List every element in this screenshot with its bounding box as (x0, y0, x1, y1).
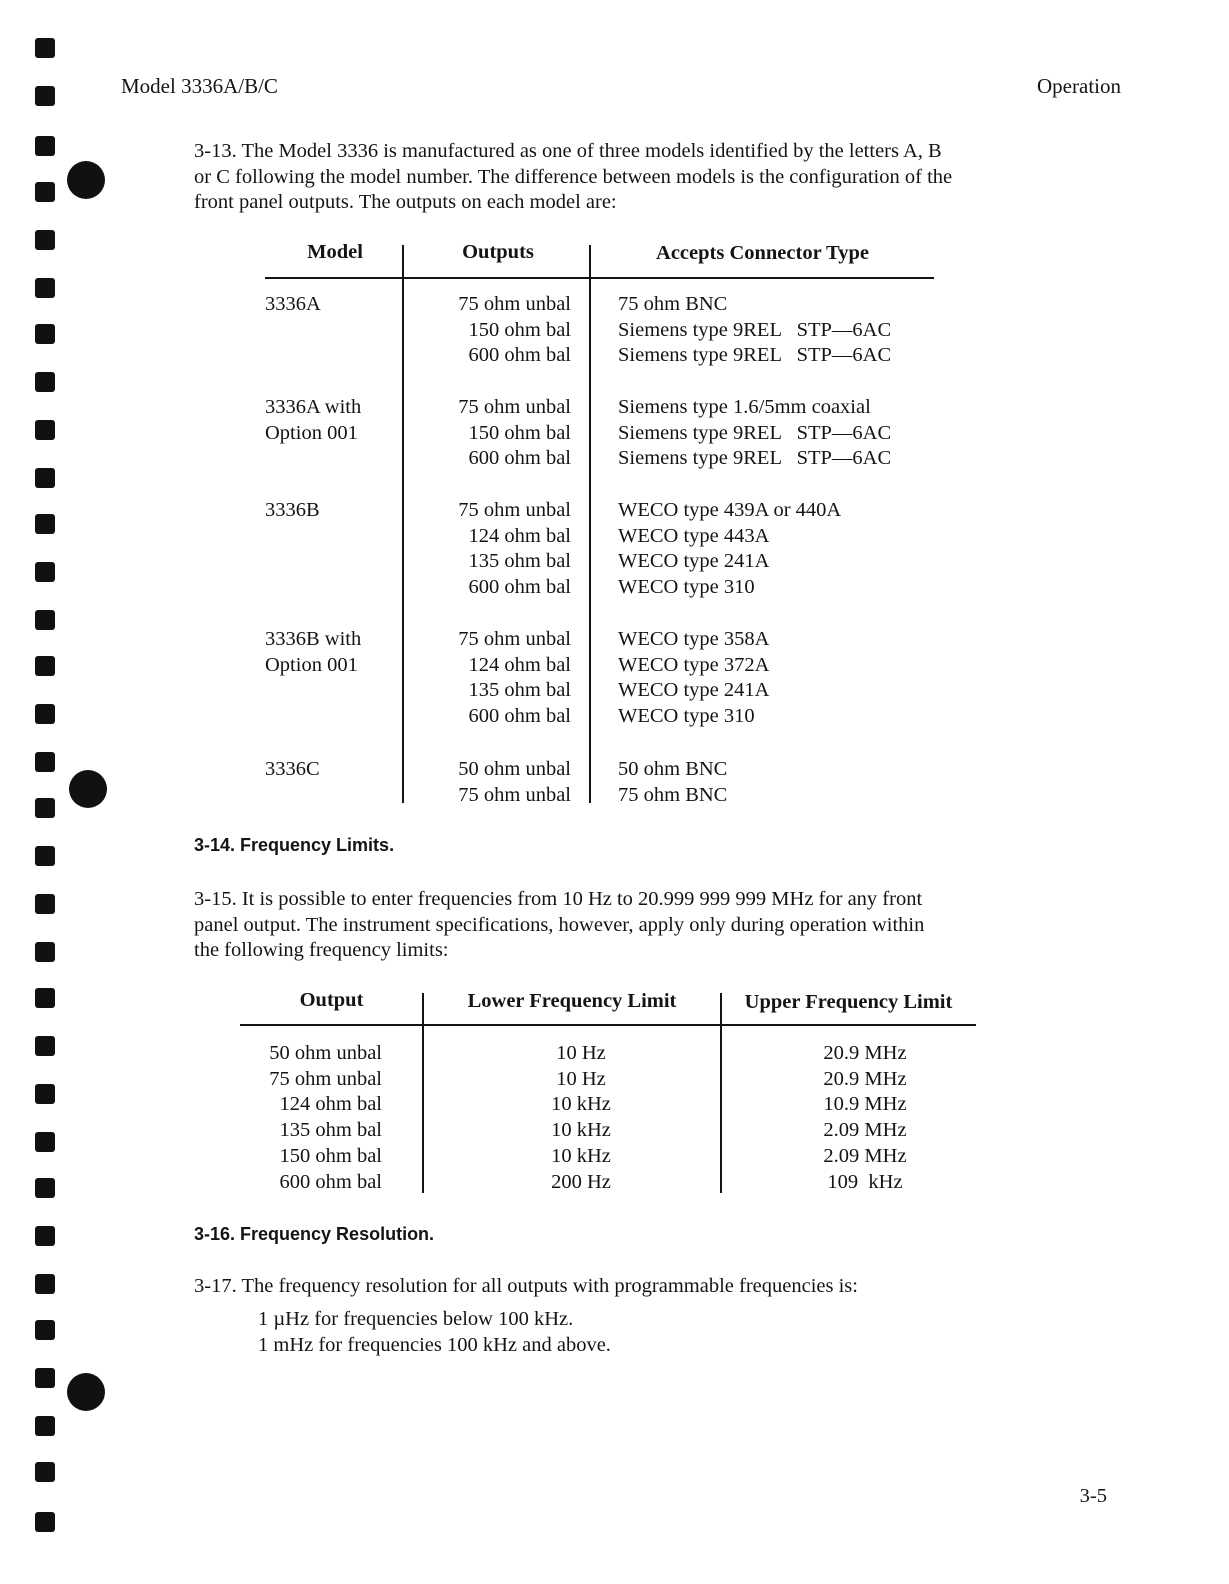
model-cell: 3336A (265, 293, 321, 315)
punch-mark (35, 1274, 55, 1294)
outputs-cell: 75 ohm unbal 150 ohm bal 600 ohm bal (458, 293, 571, 367)
punch-mark (35, 1178, 55, 1198)
punch-mark (35, 798, 55, 818)
table-rule (240, 1024, 976, 1026)
table-divider (422, 993, 424, 1193)
lower-limit-cell: 10 Hz 10 Hz 10 kHz 10 kHz 10 kHz 200 Hz (551, 1042, 611, 1193)
punch-mark (35, 1320, 55, 1340)
table-divider (589, 245, 591, 803)
punch-mark (35, 1416, 55, 1436)
outputs-cell: 50 ohm unbal 75 ohm unbal (458, 758, 571, 806)
paragraph-3-15: 3-15. It is possible to enter frequencies from 10 Hz to 20.999 999 999 MHz for any front panel output. The instrument specifications, however, apply only during operation within the following frequency limits: (194, 888, 925, 961)
heading-frequency-limits: 3-14. Frequency Limits. (194, 835, 395, 855)
model-cell: 3336B with Option 001 (265, 628, 362, 676)
punch-mark (35, 942, 55, 962)
punch-mark (35, 562, 55, 582)
binder-hole (67, 161, 105, 199)
connectors-cell: WECO type 439A or 440A WECO type 443A WECO type 241A WECO type 310 (618, 499, 842, 599)
punch-mark (35, 1368, 55, 1388)
punch-mark (35, 1084, 55, 1104)
punch-mark (35, 86, 55, 106)
punch-mark (35, 894, 55, 914)
table-divider (720, 993, 722, 1193)
binder-hole (67, 1373, 105, 1411)
punch-mark (35, 372, 55, 392)
connectors-cell: WECO type 358A WECO type 372A WECO type 241A WECO type 310 (618, 628, 770, 728)
punch-mark (35, 230, 55, 250)
punch-mark (35, 752, 55, 772)
punch-mark (35, 324, 55, 344)
col-header-connector: Accepts Connector Type (656, 242, 869, 264)
outputs-cell: 75 ohm unbal 150 ohm bal 600 ohm bal (458, 396, 571, 470)
punch-mark (35, 1036, 55, 1056)
punch-mark (35, 136, 55, 156)
binder-hole (69, 770, 107, 808)
punch-mark (35, 704, 55, 724)
binder-margin (0, 0, 110, 1584)
table-divider (402, 245, 404, 803)
punch-mark (35, 182, 55, 202)
header-section: Operation (1037, 74, 1121, 98)
col-header-output: Output (299, 989, 364, 1011)
punch-mark (35, 278, 55, 298)
header-model: Model 3336A/B/C (121, 74, 278, 98)
punch-mark (35, 846, 55, 866)
paragraph-3-13: 3-13. The Model 3336 is manufactured as one of three models identified by the letters A, B or C following the model number. The difference between models is the configuration of the front panel outputs. The outputs on each model are: (194, 140, 953, 213)
punch-mark (35, 420, 55, 440)
model-cell: 3336A with Option 001 (265, 396, 362, 444)
table-rule (265, 277, 934, 279)
punch-mark (35, 610, 55, 630)
upper-limit-cell: 20.9 MHz 20.9 MHz 10.9 MHz 2.09 MHz 2.09 MHz 109 kHz (823, 1042, 907, 1193)
col-header-model: Model (307, 241, 363, 263)
paragraph-3-17: 3-17. The frequency resolution for all outputs with programmable frequencies is: (194, 1275, 858, 1297)
model-cell: 3336C (265, 758, 320, 780)
punch-mark (35, 38, 55, 58)
output-cell: 50 ohm unbal 75 ohm unbal 124 ohm bal 135 ohm bal 150 ohm bal 600 ohm bal (269, 1042, 382, 1193)
resolution-list: 1 µHz for frequencies below 100 kHz. 1 mHz for frequencies 100 kHz and above. (258, 1308, 611, 1356)
col-header-outputs: Outputs (462, 241, 534, 263)
page-number: 3-5 (1079, 1485, 1107, 1507)
connectors-cell: Siemens type 1.6/5mm coaxial Siemens type 9REL STP—6AC Siemens type 9REL STP—6AC (618, 396, 892, 470)
punch-mark (35, 468, 55, 488)
connectors-cell: 50 ohm BNC 75 ohm BNC (618, 758, 728, 806)
punch-mark (35, 656, 55, 676)
punch-mark (35, 1462, 55, 1482)
heading-frequency-resolution: 3-16. Frequency Resolution. (194, 1224, 435, 1244)
punch-mark (35, 1512, 55, 1532)
connectors-cell: 75 ohm BNC Siemens type 9REL STP—6AC Siemens type 9REL STP—6AC (618, 293, 892, 367)
col-header-upper: Upper Frequency Limit (744, 991, 953, 1013)
punch-mark (35, 988, 55, 1008)
outputs-cell: 75 ohm unbal 124 ohm bal 135 ohm bal 600 ohm bal (458, 499, 571, 599)
punch-mark (35, 1226, 55, 1246)
outputs-cell: 75 ohm unbal 124 ohm bal 135 ohm bal 600 ohm bal (458, 628, 571, 728)
col-header-lower: Lower Frequency Limit (467, 990, 677, 1012)
punch-mark (35, 1132, 55, 1152)
punch-mark (35, 514, 55, 534)
model-cell: 3336B (265, 499, 320, 521)
